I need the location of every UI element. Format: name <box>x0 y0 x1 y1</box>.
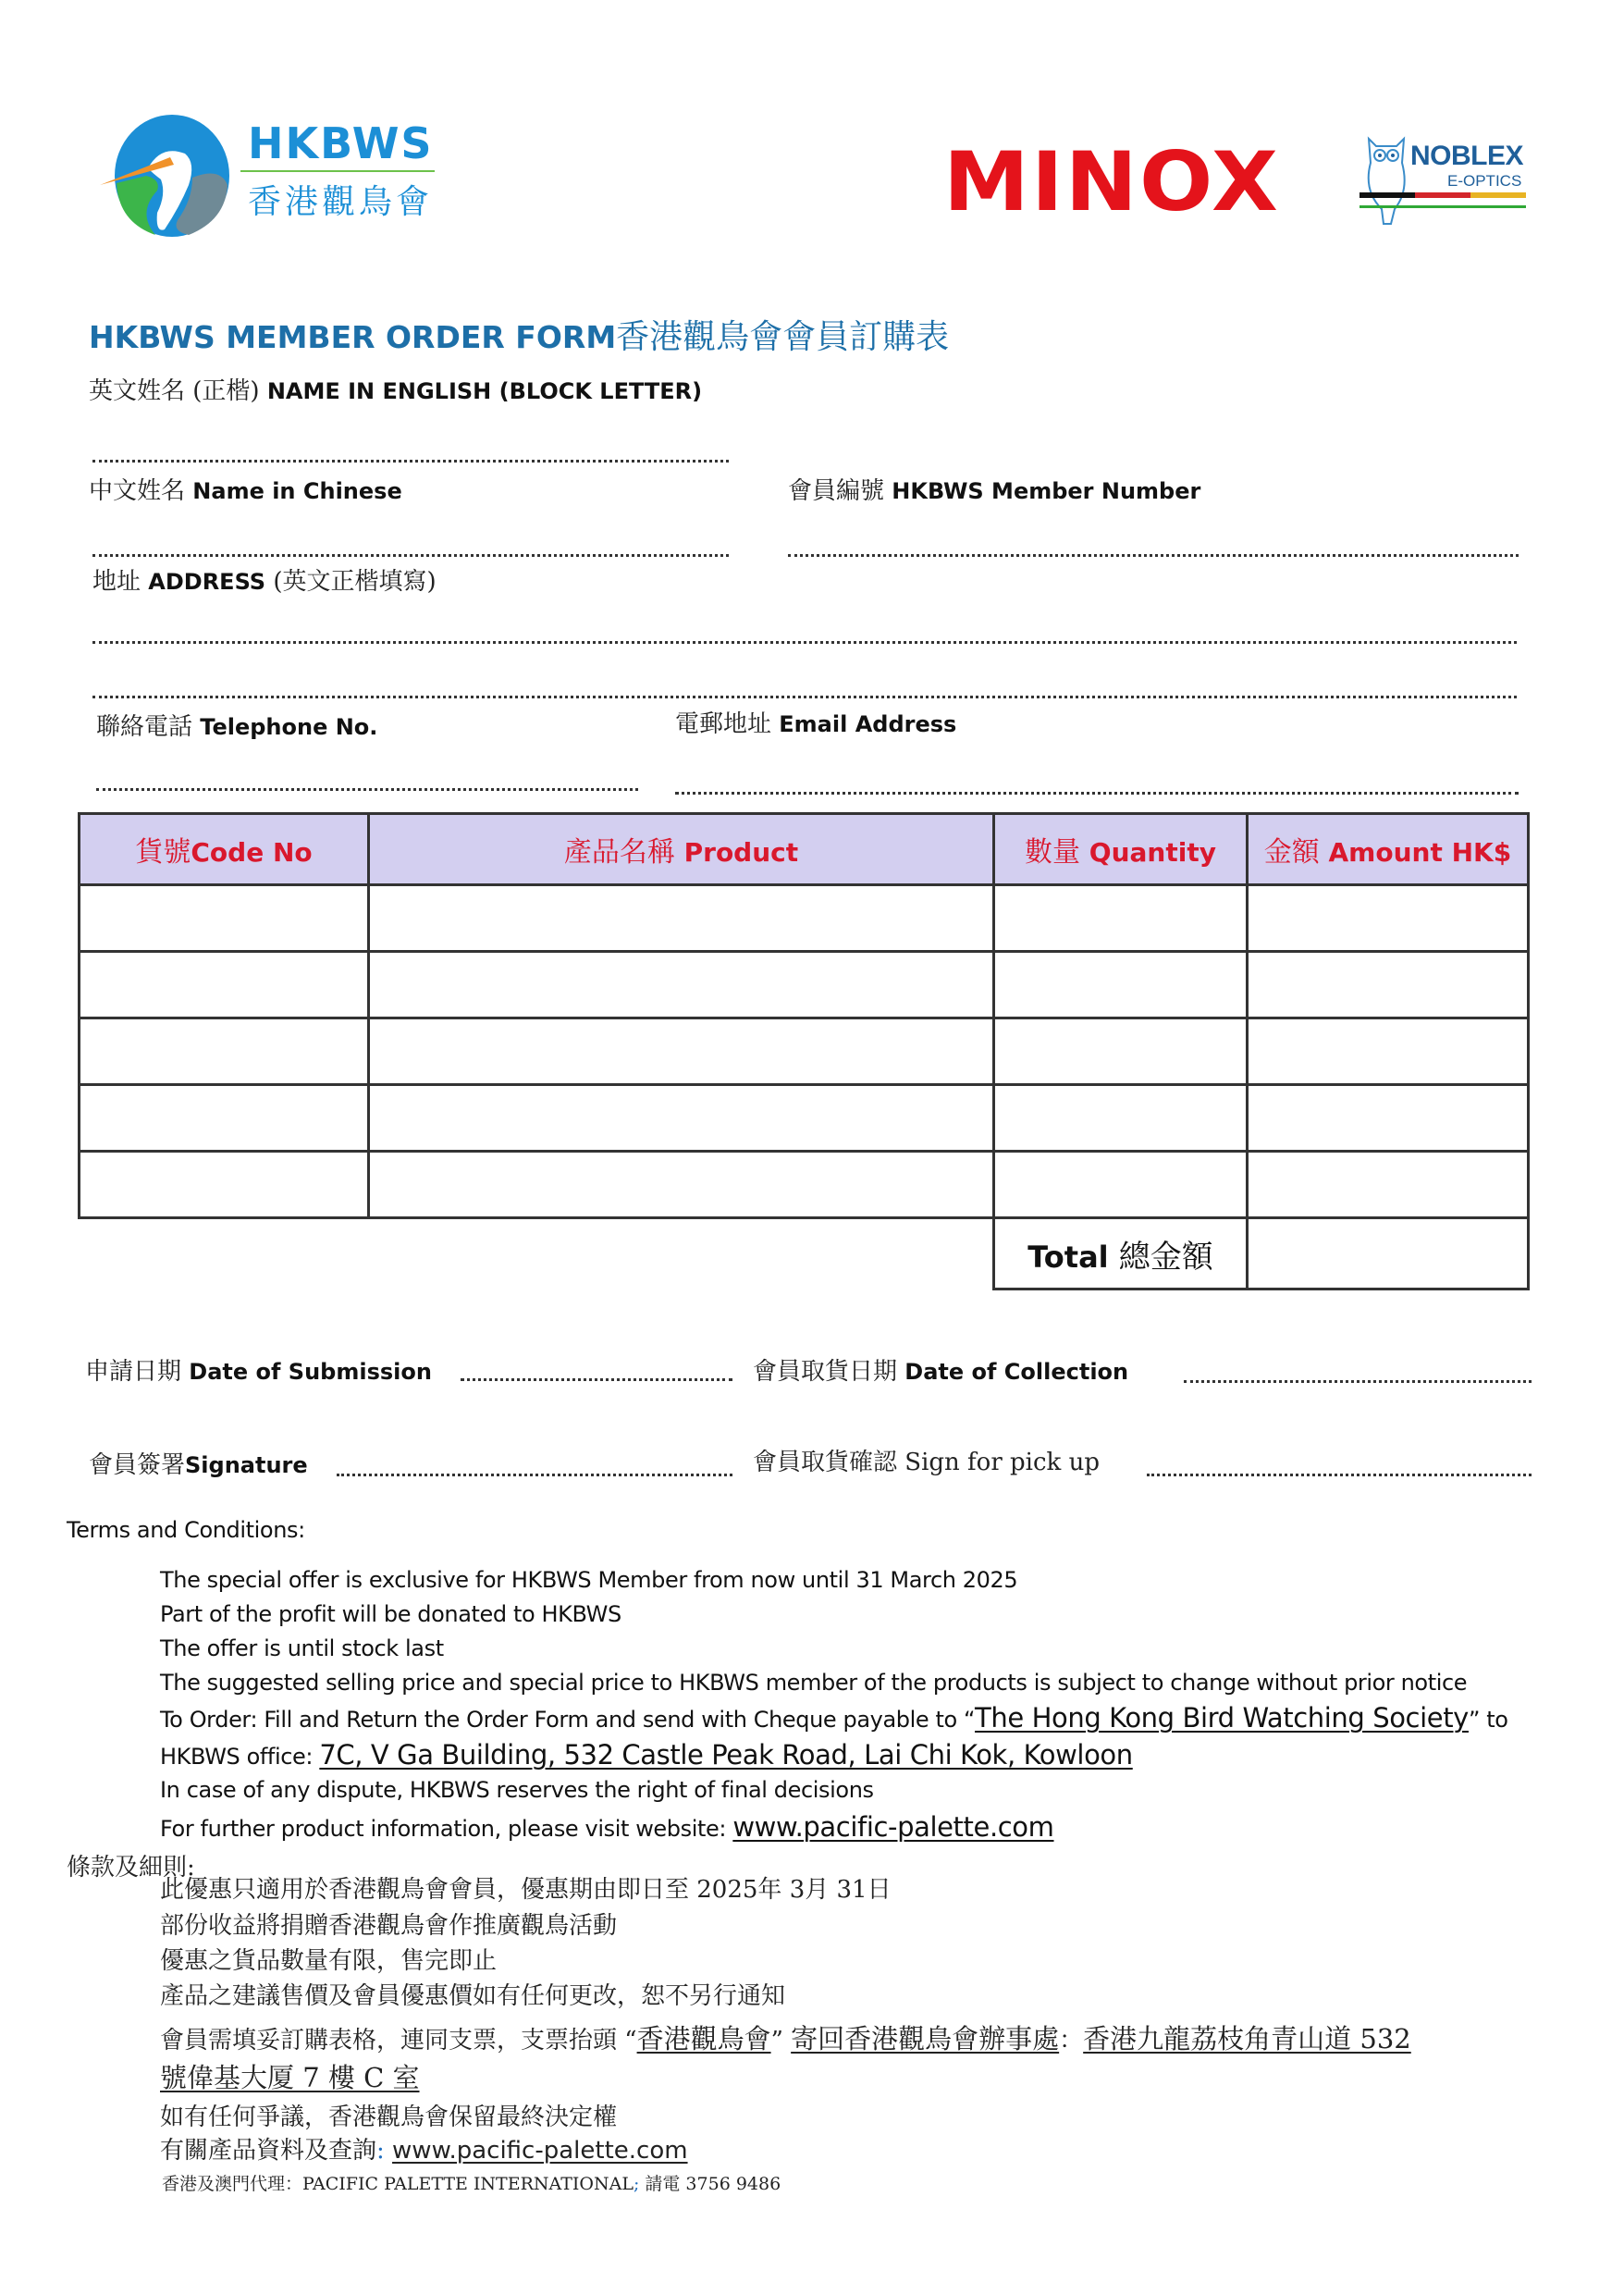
noblex-green-line <box>1359 205 1526 208</box>
terms-heading: Terms and Conditions: <box>67 1517 305 1543</box>
form-title-cn: 香港觀鳥會會員訂購表 <box>616 318 950 356</box>
terms-cn-address-line <box>160 2057 420 2095</box>
total-amount-cell[interactable] <box>1248 1218 1529 1289</box>
column-header-amount-cn: 金額 <box>1263 836 1320 869</box>
total-row <box>80 1218 1529 1289</box>
total-label-en: Total <box>1027 1239 1109 1275</box>
product-cell[interactable] <box>369 885 994 952</box>
column-header-code-en: Code No <box>191 837 313 868</box>
terms-cn-order-text: 會員需填妥訂購表格，連同支票，支票抬頭 “ <box>160 2027 637 2054</box>
column-header-code <box>80 814 369 885</box>
terms-cn-heading: 條款及細則: <box>67 1854 195 1882</box>
order-table <box>78 812 1530 1290</box>
terms-line: In case of any dispute, HKBWS reserves the right of final decisions <box>160 1777 874 1803</box>
terms-website-label: For further product information, please visit website: <box>160 1816 733 1842</box>
submission-date-label-en: Date of Submission <box>189 1359 432 1385</box>
name-chinese-label-en: Name in Chinese <box>192 478 402 504</box>
hkbws-logo-rule <box>240 170 435 172</box>
total-label <box>994 1218 1248 1289</box>
signature-label-cn: 會員簽署 <box>89 1451 186 1479</box>
agent-phone: 請電 3756 9486 <box>639 2174 781 2194</box>
name-chinese-input[interactable] <box>92 554 729 557</box>
column-header-quantity-en: Quantity <box>1089 837 1216 868</box>
quantity-cell[interactable] <box>994 885 1248 952</box>
column-header-amount-en: Amount HK$ <box>1328 837 1512 868</box>
terms-cn-website-colon: : <box>376 2137 393 2165</box>
member-number-label <box>788 472 1200 506</box>
terms-order-text: To Order: Fill and Return the Order Form and send with Cheque payable to “ <box>160 1707 976 1733</box>
terms-cn-colon: ： <box>1059 2027 1084 2054</box>
hkbws-logo-text: HKBWS <box>248 118 434 168</box>
telephone-label-en: Telephone No. <box>200 714 378 740</box>
code-cell[interactable] <box>80 1018 369 1085</box>
address-input-line-2[interactable] <box>92 696 1517 698</box>
code-cell[interactable] <box>80 952 369 1018</box>
name-chinese-label-cn: 中文姓名 <box>89 477 186 505</box>
flag-stripe-gold <box>1470 192 1526 198</box>
signature-label <box>89 1446 308 1480</box>
quantity-cell[interactable] <box>994 1085 1248 1152</box>
office-address-cn-1: 香港九龍荔枝角青山道 532 <box>1083 2023 1411 2054</box>
address-input-line-1[interactable] <box>92 641 1517 644</box>
product-cell[interactable] <box>369 1085 994 1152</box>
terms-cn-line: 優惠之貨品數量有限，售完即止 <box>160 1947 498 1975</box>
pickup-sign-input[interactable] <box>1147 1474 1532 1476</box>
name-english-input[interactable] <box>92 460 729 463</box>
column-header-quantity <box>994 814 1248 885</box>
column-header-code-cn: 貨號 <box>135 836 191 869</box>
product-cell[interactable] <box>369 1152 994 1218</box>
terms-cn-quote: ” <box>770 2027 792 2054</box>
hkbws-logo <box>100 111 433 241</box>
owl-icon <box>1363 135 1409 228</box>
agent-separator: ; <box>633 2174 640 2194</box>
email-label-cn: 電郵地址 <box>675 710 772 738</box>
table-row <box>80 952 1529 1018</box>
address-label <box>92 562 437 597</box>
table-row <box>80 1018 1529 1085</box>
column-header-product-en: Product <box>683 837 799 868</box>
terms-line: The offer is until stock last <box>160 1635 444 1661</box>
flag-stripe-black <box>1359 192 1415 198</box>
noblex-name: NOBLEX <box>1410 141 1524 171</box>
name-english-label-en: NAME IN ENGLISH (BLOCK LETTER) <box>266 378 703 404</box>
form-title-en: HKBWS MEMBER ORDER FORM <box>89 319 617 355</box>
column-header-amount <box>1248 814 1529 885</box>
terms-cn-line: 此優惠只適用於香港觀鳥會會員，優惠期由即日至 2025年 3月 31日 <box>160 1876 892 1904</box>
member-number-input[interactable] <box>788 554 1519 557</box>
submission-date-label <box>85 1352 432 1387</box>
amount-cell[interactable] <box>1248 1018 1529 1085</box>
office-cn: 寄回香港觀鳥會辦事處 <box>791 2023 1060 2054</box>
pickup-sign-label-en: Sign for pick up <box>904 1449 1100 1476</box>
payee-name-cn: 香港觀鳥會 <box>636 2023 771 2054</box>
noblex-subtitle: E-OPTICS <box>1447 172 1522 190</box>
pickup-sign-label-cn: 會員取貨確認 <box>753 1449 898 1476</box>
office-address: 7C, V Ga Building, 532 Castle Peak Road, Lai Chi Kok, Kowloon <box>319 1739 1133 1771</box>
column-header-product-cn: 產品名稱 <box>563 836 675 869</box>
terms-website-line <box>160 1811 1054 1843</box>
signature-input[interactable] <box>337 1474 732 1476</box>
terms-cn-order-line <box>160 2018 1411 2056</box>
quantity-cell[interactable] <box>994 1018 1248 1085</box>
email-input[interactable] <box>675 792 1519 795</box>
terms-line: Part of the profit will be donated to HKBWS <box>160 1601 621 1627</box>
signature-label-en: Signature <box>185 1452 308 1478</box>
terms-order-suffix: ” to <box>1468 1707 1508 1733</box>
name-english-label <box>89 372 702 406</box>
product-cell[interactable] <box>369 1018 994 1085</box>
submission-date-label-cn: 申請日期 <box>85 1358 182 1386</box>
total-label-cn: 總金額 <box>1118 1238 1213 1276</box>
address-label-cn: 地址 <box>92 568 141 596</box>
name-english-label-cn: 英文姓名 (正楷) <box>89 377 260 405</box>
flag-stripe-red <box>1415 192 1470 198</box>
terms-line: The suggested selling price and special price to HKBWS member of the products is subject to change without prior notice <box>160 1670 1468 1696</box>
telephone-input[interactable] <box>96 788 638 791</box>
website-link[interactable]: www.pacific-palette.com <box>732 1811 1054 1843</box>
terms-cn-website-label: 有關產品資料及查詢 <box>160 2137 377 2165</box>
table-row <box>80 885 1529 952</box>
order-table-header <box>80 814 1529 885</box>
name-chinese-label <box>89 472 402 506</box>
office-address-cn-2: 號偉基大厦 7 樓 C 室 <box>160 2062 420 2093</box>
total-row-spacer <box>80 1218 994 1289</box>
collection-date-label <box>753 1352 1128 1387</box>
form-title <box>89 311 949 358</box>
pickup-sign-label <box>753 1443 1100 1477</box>
payee-name: The Hong Kong Bird Watching Society <box>975 1702 1469 1734</box>
amount-cell[interactable] <box>1248 1152 1529 1218</box>
minox-logo: MINOX <box>943 134 1281 229</box>
agent-name: 香港及澳門代理：PACIFIC PALETTE INTERNATIONAL <box>162 2174 634 2194</box>
collection-date-label-en: Date of Collection <box>904 1359 1129 1385</box>
member-number-label-en: HKBWS Member Number <box>892 478 1201 504</box>
egret-emblem-icon <box>100 111 239 241</box>
table-row <box>80 1152 1529 1218</box>
table-row <box>80 1085 1529 1152</box>
collection-date-label-cn: 會員取貨日期 <box>753 1358 898 1386</box>
telephone-label <box>96 708 377 742</box>
terms-cn-website-line <box>160 2131 688 2165</box>
column-header-quantity-cn: 數量 <box>1025 836 1081 869</box>
agent-info <box>162 2170 781 2195</box>
amount-cell[interactable] <box>1248 952 1529 1018</box>
email-label <box>675 705 956 739</box>
amount-cell[interactable] <box>1248 1085 1529 1152</box>
noblex-logo <box>1359 135 1535 228</box>
terms-order-line <box>160 1702 1508 1734</box>
terms-cn-line: 如有任何爭議，香港觀鳥會保留最終決定權 <box>160 2104 618 2131</box>
terms-cn-line: 部份收益將捐贈香港觀鳥會作推廣觀鳥活動 <box>160 1912 618 1940</box>
quantity-cell[interactable] <box>994 952 1248 1018</box>
address-label-en: ADDRESS <box>148 569 266 595</box>
code-cell[interactable] <box>80 885 369 952</box>
quantity-cell[interactable] <box>994 1152 1248 1218</box>
code-cell[interactable] <box>80 1085 369 1152</box>
collection-date-input[interactable] <box>1184 1380 1532 1383</box>
telephone-label-cn: 聯絡電話 <box>96 713 193 741</box>
terms-cn-line: 產品之建議售價及會員優惠價如有任何更改，恕不另行通知 <box>160 1982 786 2010</box>
website-link-cn[interactable]: www.pacific-palette.com <box>392 2137 688 2165</box>
email-label-en: Email Address <box>779 711 957 737</box>
amount-cell[interactable] <box>1248 885 1529 952</box>
address-label-note: (英文正楷填寫) <box>273 568 437 596</box>
hkbws-logo-chinese: 香港觀鳥會 <box>248 183 434 221</box>
member-number-label-cn: 會員編號 <box>788 477 885 505</box>
terms-line: The special offer is exclusive for HKBWS Member from now until 31 March 2025 <box>160 1567 1018 1593</box>
submission-date-input[interactable] <box>461 1378 732 1381</box>
code-cell[interactable] <box>80 1152 369 1218</box>
column-header-product <box>369 814 994 885</box>
product-cell[interactable] <box>369 952 994 1018</box>
terms-office-line <box>160 1739 1133 1771</box>
terms-office-label: HKBWS office: <box>160 1744 320 1770</box>
